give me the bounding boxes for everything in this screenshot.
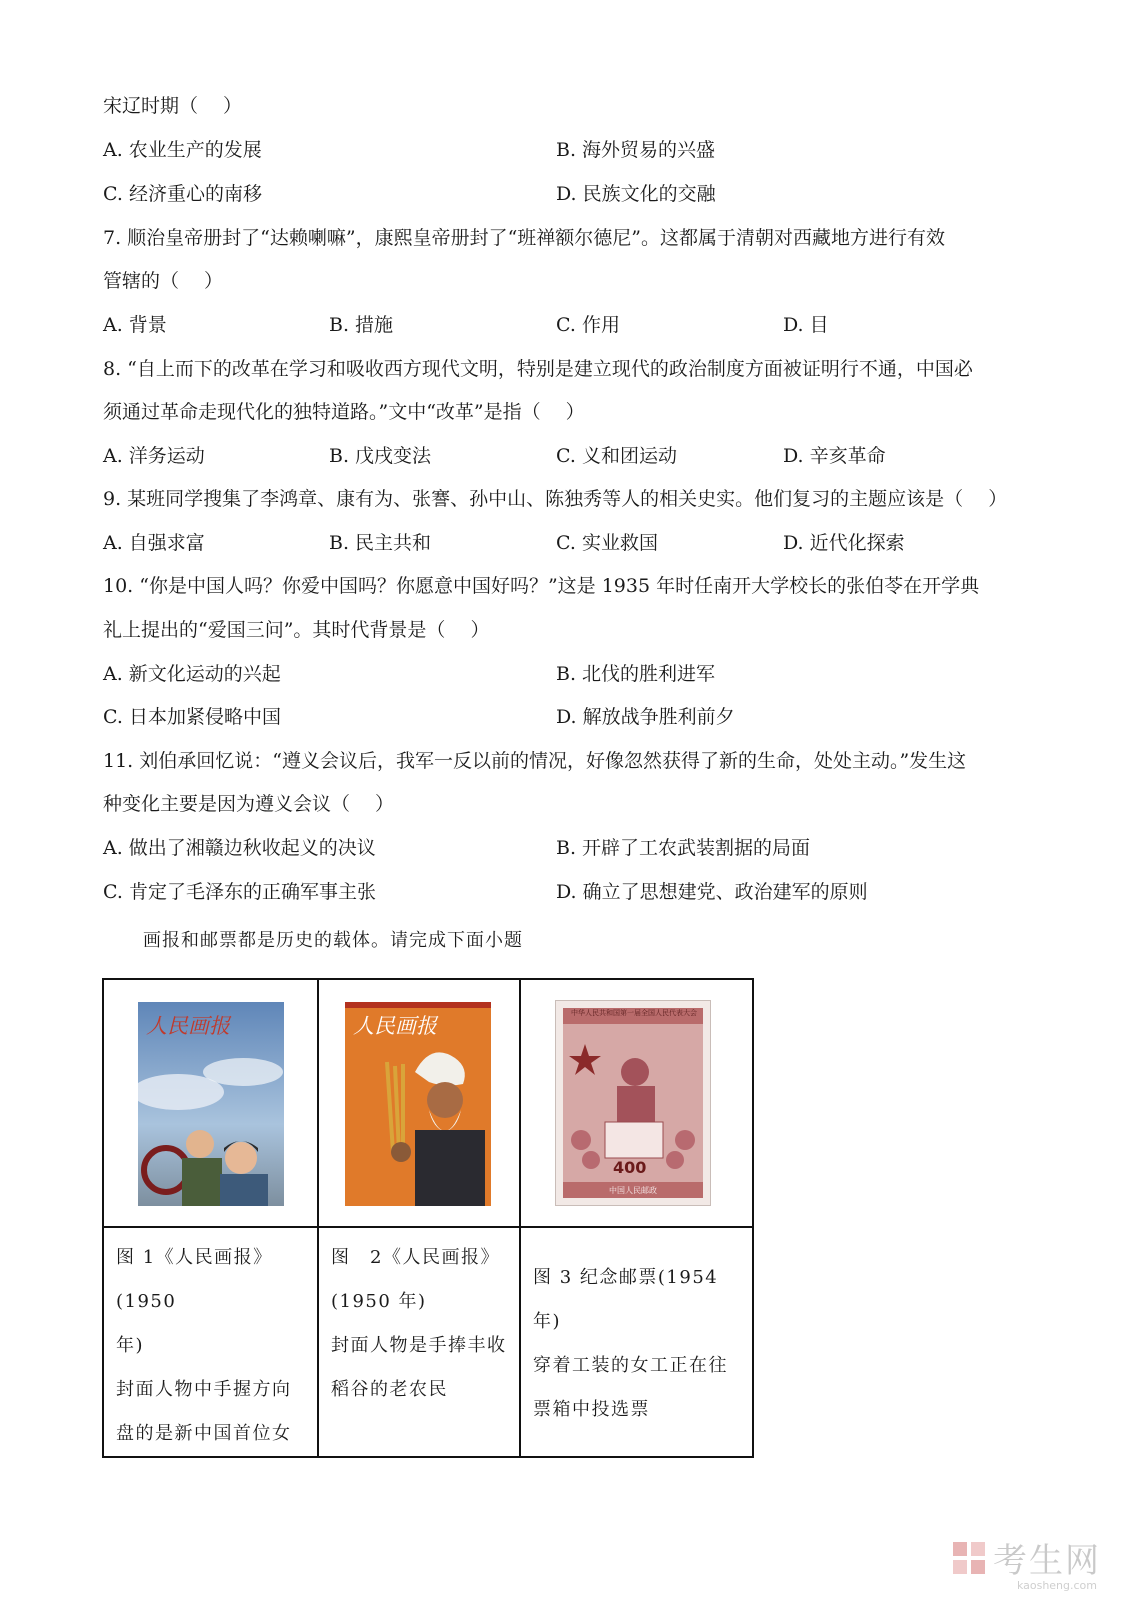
figure-3-caption-line: 票箱中投选票 — [533, 1399, 650, 1420]
q11-option-c: C. 肯定了毛泽东的正确军事主张 — [103, 881, 376, 903]
q6-stem-tail: 宋辽时期（ ） — [103, 95, 243, 117]
figure-3-caption — [520, 1227, 753, 1457]
figure-1-caption-line: 封面人物中手握方向 — [116, 1379, 292, 1400]
q6-option-d: D. 民族文化的交融 — [556, 183, 716, 205]
q10-stem-line2: 礼上提出的“爱国三问”。其时代背景是（ ） — [103, 619, 490, 641]
q8-stem-line2: 须通过革命走现代化的独特道路。”文中“改革”是指（ ） — [103, 401, 585, 423]
figure-1-masthead: 人民画报 — [146, 1014, 230, 1038]
q8-option-a: A. 洋务运动 — [103, 445, 205, 467]
q6-option-c: C. 经济重心的南移 — [103, 183, 262, 205]
q8-option-c: C. 义和团运动 — [556, 445, 677, 467]
figure-3-stamp-value: 400 — [613, 1158, 647, 1177]
q11-stem-line2: 种变化主要是因为遵义会议（ ） — [103, 793, 395, 815]
q10-option-b: B. 北伐的胜利进军 — [556, 663, 716, 685]
q7-stem-line2: 管辖的（ ） — [103, 270, 224, 292]
figure-3-caption-line: 图 3 纪念邮票(1954 年) — [533, 1267, 719, 1332]
figure-3-image-cell — [520, 979, 753, 1227]
figure-2-masthead: 人民画报 — [353, 1014, 437, 1038]
q7-option-b: B. 措施 — [329, 314, 394, 336]
figure-3-stamp-footer: 中国人民邮政 — [609, 1186, 657, 1195]
figure-2-caption-line: 稻谷的老农民 — [331, 1379, 448, 1400]
q10-stem-line1: 10. “你是中国人吗？你爱中国吗？你愿意中国好吗？”这是 1935 年时任南开大学校长的张伯苓在开学典 — [103, 575, 980, 597]
watermark — [951, 1533, 1101, 1592]
q8-stem-line1: 8. “自上而下的改革在学习和吸收西方现代文明，特别是建立现代的政治制度方面被证明行不通，中国必 — [103, 358, 973, 380]
figure-2-caption — [318, 1227, 520, 1457]
q8-option-b: B. 戊戌变法 — [329, 445, 432, 467]
q8-option-d: D. 辛亥革命 — [783, 445, 886, 467]
q7-option-d: D. 目 — [783, 314, 829, 336]
watermark-brand: 考生网 — [993, 1541, 1101, 1581]
figure-2-caption-line: (1950 年) — [331, 1291, 427, 1312]
q7-option-a: A. 背景 — [103, 314, 167, 336]
q9-stem-line1: 9. 某班同学搜集了李鸿章、康有为、张謇、孙中山、陈独秀等人的相关史实。他们复习的主题应该是（ ） — [103, 488, 1008, 510]
figure-3-stamp-title: 中华人民共和国第一届全国人民代表大会 — [571, 1009, 697, 1017]
watermark-url: kaosheng.com — [1016, 1579, 1097, 1592]
q7-stem-line1: 7. 顺治皇帝册封了“达赖喇嘛”，康熙皇帝册封了“班禅额尔德尼”。这都属于清朝对西藏地方进行有效 — [103, 227, 946, 249]
q6-option-a: A. 农业生产的发展 — [103, 139, 262, 161]
q9-option-a: A. 自强求富 — [103, 532, 205, 554]
figure-1-caption — [103, 1227, 318, 1457]
figure-1-caption-line: 盘的是新中国首位女 — [116, 1423, 292, 1444]
q9-option-b: B. 民主共和 — [329, 532, 432, 554]
q11-option-b: B. 开辟了工农武装割据的局面 — [556, 837, 811, 859]
q10-option-d: D. 解放战争胜利前夕 — [556, 706, 735, 728]
figure-1-caption-line: 图 1《人民画报》(1950 — [116, 1247, 273, 1312]
figure-2-image-cell — [318, 979, 520, 1227]
q9-option-c: C. 实业救国 — [556, 532, 658, 554]
material-intro: 画报和邮票都是历史的载体。请完成下面小题 — [143, 930, 523, 951]
q9-option-d: D. 近代化探索 — [783, 532, 905, 554]
q10-option-c: C. 日本加紧侵略中国 — [103, 706, 281, 728]
watermark-logo-icon — [951, 1540, 987, 1576]
q6-option-b: B. 海外贸易的兴盛 — [556, 139, 716, 161]
q11-option-a: A. 做出了湘赣边秋收起义的决议 — [103, 837, 376, 859]
q10-option-a: A. 新文化运动的兴起 — [103, 663, 281, 685]
q11-option-d: D. 确立了思想建党、政治建军的原则 — [556, 881, 868, 903]
q11-stem-line1: 11. 刘伯承回忆说：“遵义会议后，我军一反以前的情况，好像忽然获得了新的生命，处处主动。”发生这 — [103, 750, 967, 772]
figure-1-image-cell — [103, 979, 318, 1227]
figure-1-caption-line: 年) — [116, 1335, 145, 1356]
figure-2-caption-line: 封面人物是手捧丰收 — [331, 1335, 507, 1356]
figure-3-caption-line: 穿着工装的女工正在往 — [533, 1355, 728, 1376]
figure-table — [102, 978, 754, 1458]
q7-option-c: C. 作用 — [556, 314, 620, 336]
figure-2-caption-line: 图 2《人民画报》 — [331, 1247, 500, 1268]
